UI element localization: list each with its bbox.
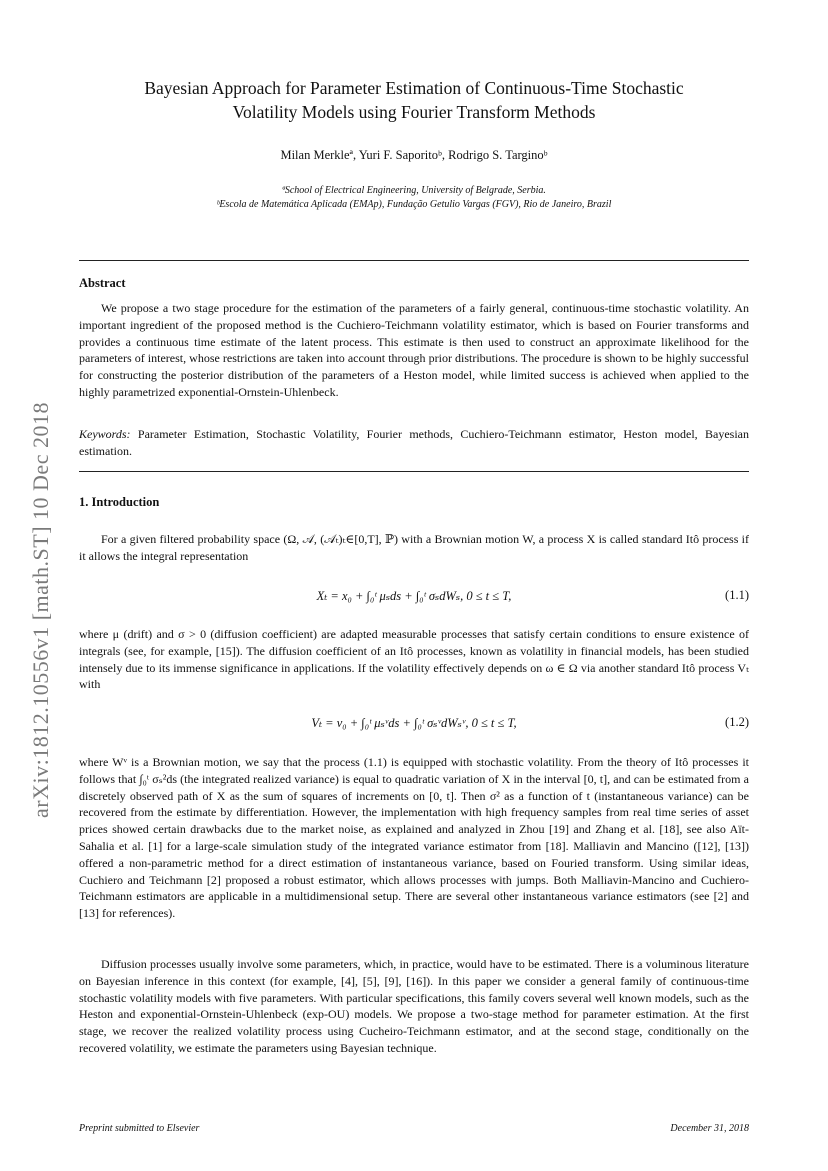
abstract-heading: Abstract	[79, 276, 126, 290]
equation-1-1-body: Xₜ = x₀ + ∫₀ᵗ μₛds + ∫₀ᵗ σₛdWₛ, 0 ≤ t ≤ T,	[316, 589, 512, 603]
title-line-2: Volatility Models using Fourier Transform Methods	[232, 102, 596, 122]
affiliation-b: ᵇEscola de Matemática Aplicada (EMAp), Fundação Getulio Vargas (FGV), Rio de Janeiro, Brazil	[216, 199, 612, 210]
affiliation-a: ªSchool of Electrical Engineering, University of Belgrade, Serbia.	[282, 185, 546, 196]
bottom-rule	[79, 471, 749, 472]
abstract-text: We propose a two stage procedure for the estimation of the parameters of a fairly general, continuous-time stochastic volatility. An important ingredient of the proposed method is the Cuchiero-Teichmann volatility estimator, which is based on Fourier transforms and provides a continuous time estimate of the latent process. This estimate is then used to construct an approximate likelihood for the parameters of interest, whose restrictions are taken into account through prior distributions. The procedure is shown to be highly successful for constructing the posterior distribution of the parameters of a Heston model, while limited success is achieved when applied to the highly parametrized exponential-Ornstein-Uhlenbeck.	[79, 301, 749, 399]
authors: Milan Merkleª, Yuri F. Saporitoᵇ, Rodrigo S. Targinoᵇ	[280, 148, 548, 162]
intro-paragraph-1: For a given filtered probability space (Ω, 𝒜, (𝒜ₜ)ₜ∈[0,T], ℙ) with a Brownian motion W, a process X is called standard Itô process if it allows the integral representation	[79, 532, 749, 563]
arxiv-id: arXiv:1812.10556v1 [math.ST] 10 Dec 2018	[28, 402, 53, 818]
intro-paragraph-4: Diffusion processes usually involve some parameters, which, in practice, would have to be estimated. There is a voluminous literature on Bayesian inference in this context (for example, [4], [5], [9], [16]). In this paper we consider a general family of continuous-time stochastic volatility models with five parameters. With particular specifications, this family covers several well known models, such as the Heston and exponential-Ornstein-Uhlenbeck (exp-OU) models. We propose a two-stage method for parameter estimation. At the first stage, we recover the realized volatility process using Cucheiro-Teichmann estimator, and at the second stage, conditionally on the recovered volatility, we estimate the parameters using Bayesian technique.	[79, 957, 749, 1055]
equation-1-2-number: (1.2)	[725, 715, 749, 729]
footer-right: December 31, 2018	[670, 1123, 749, 1134]
equation-1-1	[79, 578, 749, 618]
affiliations	[60, 184, 768, 212]
equation-1-1-number: (1.1)	[725, 588, 749, 602]
keywords-label: Keywords:	[79, 427, 131, 441]
footer-left: Preprint submitted to Elsevier	[79, 1123, 200, 1134]
equation-1-2-body: Vₜ = v₀ + ∫₀ᵗ μₛᵛds + ∫₀ᵗ σₛᵛdWₛᵛ, 0 ≤ t ≤ T,	[311, 716, 517, 730]
top-rule	[79, 260, 749, 261]
keywords	[79, 426, 749, 460]
arxiv-stamp	[28, 345, 54, 875]
paper-title	[60, 76, 768, 124]
intro-paragraph-2: where μ (drift) and σ > 0 (diffusion coefficient) are adapted measurable processes that satisfy certain conditions to ensure existence of integrals (see, for example, [15]). The diffusion coefficient of an Itô processes, known as volatility in financial models, has been studied intensely due to its immense significance in applications. If the volatility effectively depends on ω ∈ Ω via another standard Itô process Vₜ with	[79, 627, 749, 692]
section-heading: 1. Introduction	[79, 495, 160, 509]
title-line-1: Bayesian Approach for Parameter Estimation of Continuous-Time Stochastic	[144, 78, 684, 98]
keywords-text: Parameter Estimation, Stochastic Volatility, Fourier methods, Cuchiero-Teichmann estimator, Heston model, Bayesian estimation.	[79, 427, 749, 458]
equation-1-2	[79, 705, 749, 745]
intro-paragraph-3: where Wᵛ is a Brownian motion, we say that the process (1.1) is equipped with stochastic volatility. From the theory of Itô processes it follows that ∫₀ᵗ σₛ²ds (the integrated realized variance) is equal to quadratic variation of X in the interval [0, t], and can be estimated from a discretely observed path of X as the sum of squares of increments on [0, t]. Then σ² as a function of t (instantaneous variance) can be recovered from the estimate by differentiation. However, the implementation with high frequency samples from real time series of asset prices showed certain drawbacks due to the market noise, as explained and analyzed in Zhou [19] and Zhang et al. [18], see also Aït-Sahalia et al. [1] for a large-scale simulation study of the integrated variance estimator from [18]. Malliavin and Mancino ([12], [13]) offered a non-parametric method for a direct estimation of instantaneous variance, based on Fouried transform. Using similar ideas, Cuchiero and Teichmann [2] proposed a robust estimator, which allows processes with jumps. Both Malliavin-Mancino and Cuchiero-Teichmann estimators are applicable in a multidimensional setup. There are several other instantaneous variance estimators (see [2] and [13] for references).	[79, 755, 749, 921]
